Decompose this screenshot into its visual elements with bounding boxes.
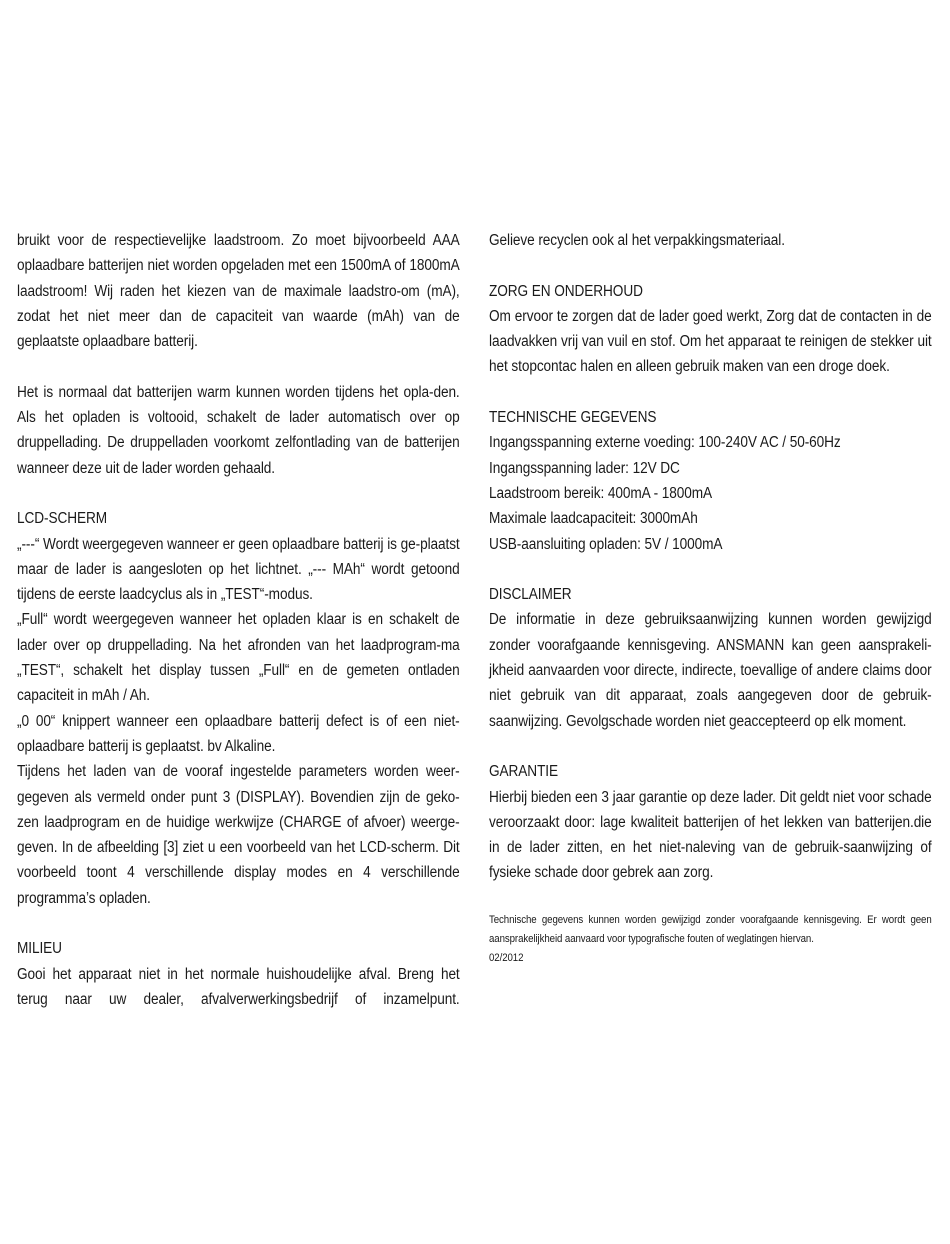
tech-line: USB-aansluiting opladen: 5V / 1000mA [489,535,723,553]
tech-line: Maximale laadcapaciteit: 3000mAh [489,510,698,528]
recycle-paragraph: Gelieve recyclen ook al het verpakkingsmateriaal. [489,232,785,249]
tech-section [489,405,932,557]
tech-line: Laadstroom bereik: 400mA - 1800mA [489,484,713,502]
warm-section [17,380,460,481]
milieu-heading: MILIEU [17,940,62,958]
tech-line: Ingangsspanning lader: 12V DC [489,459,680,477]
right-column [489,228,932,968]
warm-paragraph: Het is normaal dat batterijen warm kunnen worden tijdens het opla-den. Als het opladen is voltooid, schakelt de lader automatisch over op druppellading. De druppelladen voorkomt zelfontlading van de batterijen wanneer deze uit de lader worden gehaald. [17,383,460,477]
garantie-heading: GARANTIE [489,763,559,781]
disclaimer-heading: DISCLAIMER [489,586,572,604]
disclaimer-paragraph: De informatie in deze gebruiksaanwijzing kunnen worden gewijzigd zonder voorafgaande kennisgeving. ANSMANN kan geen aansprakeli-jkheid aanvaarden voor directe, indirecte, toevallige of andere claims door niet gebruik van dit apparaat, zoals aangegeven door de gebruik-saanwijzing. Gevolgschade worden niet geaccepteerd op elk moment. [489,611,932,730]
zorg-section [489,279,932,380]
disclaimer-section [489,582,932,734]
zorg-heading: ZORG EN ONDERHOUD [489,282,643,300]
intro-section [17,228,460,354]
tech-heading: TECHNISCHE GEGEVENS [489,409,657,427]
milieu-section [17,936,460,1012]
lcd-paragraph-3: „0 00“ knippert wanneer een oplaadbare batterij defect is of een niet-oplaadbare batterij is geplaatst. bv Alkaline. [17,712,460,755]
footnote: Technische gegevens kunnen worden gewijzigd zonder voorafgaande kennisgeving. Er wordt geen aansprakelijkheid aanvaard voor typografische fouten of weglatingen hiervan. [489,914,932,946]
zorg-paragraph: Om ervoor te zorgen dat de lader goed werkt, Zorg dat de contacten in de laadvakken vrij van vuil en stof. Om het apparaat te reinigen de stekker uit het stopcontac halen en alleen gebruik maken van een droge doek. [489,307,932,376]
garantie-paragraph: Hierbij bieden een 3 jaar garantie op deze lader. Dit geldt niet voor schade veroorzaakt door: lage kwaliteit batterijen of het lekken van batterijen.die in de lader zitten, en het niet-naleving van de gebruik-saanwijzing of fysieke schade door gebrek aan zorg. [489,788,932,882]
garantie-section [489,759,932,885]
lcd-heading: LCD-SCHERM [17,510,108,528]
intro-paragraph: bruikt voor de respectievelijke laadstroom. Zo moet bijvoorbeeld AAA oplaadbare batterijen niet worden opgeladen met een 1500mA of 1800mA laadstroom! Wij raden het kiezen van de maximale laadstro-om (mA), zodat het niet meer dan de capaciteit van waarde (mAh) van de geplaatste oplaadbare batterij. [17,232,460,351]
milieu-paragraph: Gooi het apparaat niet in het normale huishoudelijke afval. Breng het terug naar uw dealer, afvalverwerkingsbedrijf of inzamelpunt. [17,965,460,1008]
left-column [17,228,460,1038]
tech-line: Ingangsspanning externe voeding: 100-240V AC / 50-60Hz [489,434,841,452]
lcd-paragraph-2: „Full“ wordt weergegeven wanneer het opladen klaar is en schakelt de lader over op druppellading. Na het afronden van het laadprogram-ma „TEST“, schakelt het display tussen „Full“ en de gemeten ontladen capaciteit in mAh / Ah. [17,611,460,705]
lcd-paragraph-4: Tijdens het laden van de vooraf ingestelde parameters worden weer-gegeven als vermeld onder punt 3 (DISPLAY). Bovendien zijn de geko-zen laadprogram en de huidige werkwijze (CHARGE of afvoer) weerge-geven. In de afbeelding [3] ziet u een voorbeeld van het LCD-scherm. Dit voorbeeld toont 4 verschillende display modes en 4 verschillende programma’s opladen. [17,763,460,907]
recycle-section [489,228,932,253]
date-code: 02/2012 [489,952,524,965]
lcd-paragraph-1: „---“ Wordt weergegeven wanneer er geen oplaadbare batterij is ge-plaatst maar de lader is aangesloten op het lichtnet. „--- MAh“ wordt getoond tijdens de eerste laadcyclus als in „TEST“-modus. [17,535,460,604]
lcd-section [17,506,460,911]
